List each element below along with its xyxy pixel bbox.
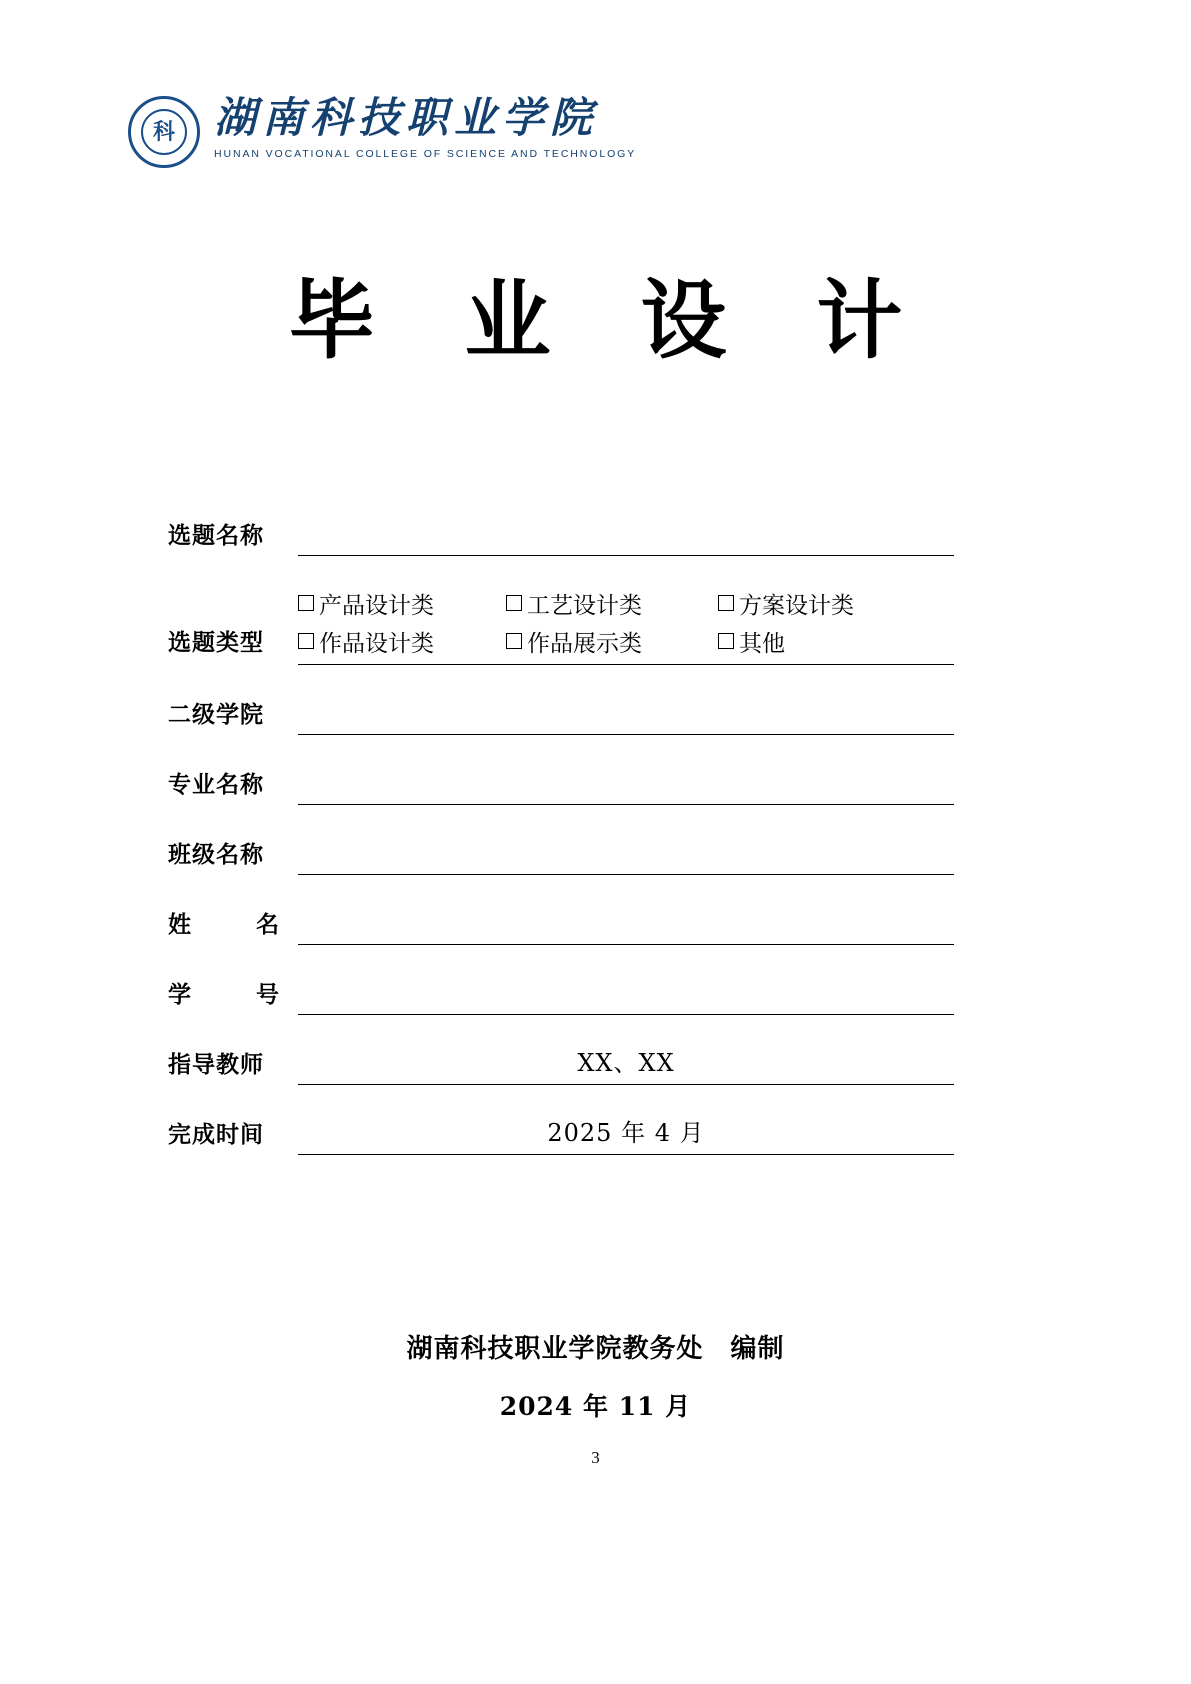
page-title: 毕 业 设 计 xyxy=(288,270,933,371)
school-name-en: HUNAN VOCATIONAL COLLEGE OF SCIENCE AND TECHNOLOGY xyxy=(214,147,637,160)
student-name-label-b: 名 xyxy=(256,912,280,938)
class-field[interactable] xyxy=(298,837,954,875)
school-logo xyxy=(128,92,636,168)
checkbox-option-work-exhibition[interactable] xyxy=(506,625,718,658)
college-field[interactable] xyxy=(298,697,954,735)
checkbox-icon[interactable] xyxy=(298,633,314,649)
footer-date: 2024 年 11 月 xyxy=(499,1392,692,1421)
finish-time-value: 2025 年 4 月 xyxy=(547,1119,705,1147)
school-seal-icon xyxy=(128,96,200,168)
form-row-major xyxy=(168,763,954,805)
checkbox-option-process-design[interactable] xyxy=(506,587,718,620)
checkbox-label: 作品展示类 xyxy=(527,630,642,657)
checkbox-icon[interactable] xyxy=(506,595,522,611)
student-id-label xyxy=(168,976,298,1015)
topic-name-field[interactable] xyxy=(298,518,954,556)
form-row-topic-type xyxy=(168,584,954,665)
form-row-student-name xyxy=(168,903,954,945)
college-label: 二级学院 xyxy=(168,702,264,728)
checkbox-icon[interactable] xyxy=(298,595,314,611)
page-number: 3 xyxy=(591,1448,600,1467)
logo-text xyxy=(214,92,636,160)
advisor-value: XX、XX xyxy=(577,1049,675,1077)
checkbox-icon[interactable] xyxy=(718,595,734,611)
checkbox-option-other[interactable] xyxy=(718,625,785,658)
form-row-advisor xyxy=(168,1043,954,1085)
finish-time-label: 完成时间 xyxy=(168,1122,264,1148)
topic-name-label: 选题名称 xyxy=(168,523,264,549)
student-id-field[interactable] xyxy=(298,977,954,1015)
topic-type-options-row2 xyxy=(298,622,954,660)
student-name-field[interactable] xyxy=(298,907,954,945)
student-id-label-a: 学 xyxy=(168,982,192,1008)
advisor-field[interactable] xyxy=(298,1043,954,1085)
checkbox-label: 作品设计类 xyxy=(319,630,434,657)
checkbox-label: 其他 xyxy=(739,630,785,657)
class-label: 班级名称 xyxy=(168,842,264,868)
cover-form xyxy=(168,514,954,1183)
checkbox-label: 产品设计类 xyxy=(319,592,434,619)
document-footer xyxy=(0,1328,1191,1423)
topic-type-options-row1 xyxy=(298,584,954,622)
major-field[interactable] xyxy=(298,767,954,805)
footer-issuer: 湖南科技职业学院教务处 编制 xyxy=(406,1334,785,1364)
topic-type-options xyxy=(298,584,954,665)
finish-time-field[interactable] xyxy=(298,1113,954,1155)
checkbox-label: 方案设计类 xyxy=(739,592,854,619)
checkbox-option-product-design[interactable] xyxy=(298,587,506,620)
student-id-label-b: 号 xyxy=(256,982,280,1008)
form-row-college xyxy=(168,693,954,735)
checkbox-icon[interactable] xyxy=(718,633,734,649)
checkbox-option-work-design[interactable] xyxy=(298,625,506,658)
student-name-label xyxy=(168,906,298,945)
student-name-label-a: 姓 xyxy=(168,912,192,938)
advisor-label: 指导教师 xyxy=(168,1052,264,1078)
form-row-finish-time xyxy=(168,1113,954,1155)
topic-type-label: 选题类型 xyxy=(168,630,264,656)
form-row-topic-name xyxy=(168,514,954,556)
checkbox-icon[interactable] xyxy=(506,633,522,649)
form-row-student-id xyxy=(168,973,954,1015)
major-label: 专业名称 xyxy=(168,772,264,798)
form-row-class xyxy=(168,833,954,875)
seal-glyph-text: 科 xyxy=(152,119,176,145)
school-name-cn: 湖南科技职业学院 xyxy=(214,93,599,142)
checkbox-option-scheme-design[interactable] xyxy=(718,587,854,620)
checkbox-label: 工艺设计类 xyxy=(527,592,642,619)
